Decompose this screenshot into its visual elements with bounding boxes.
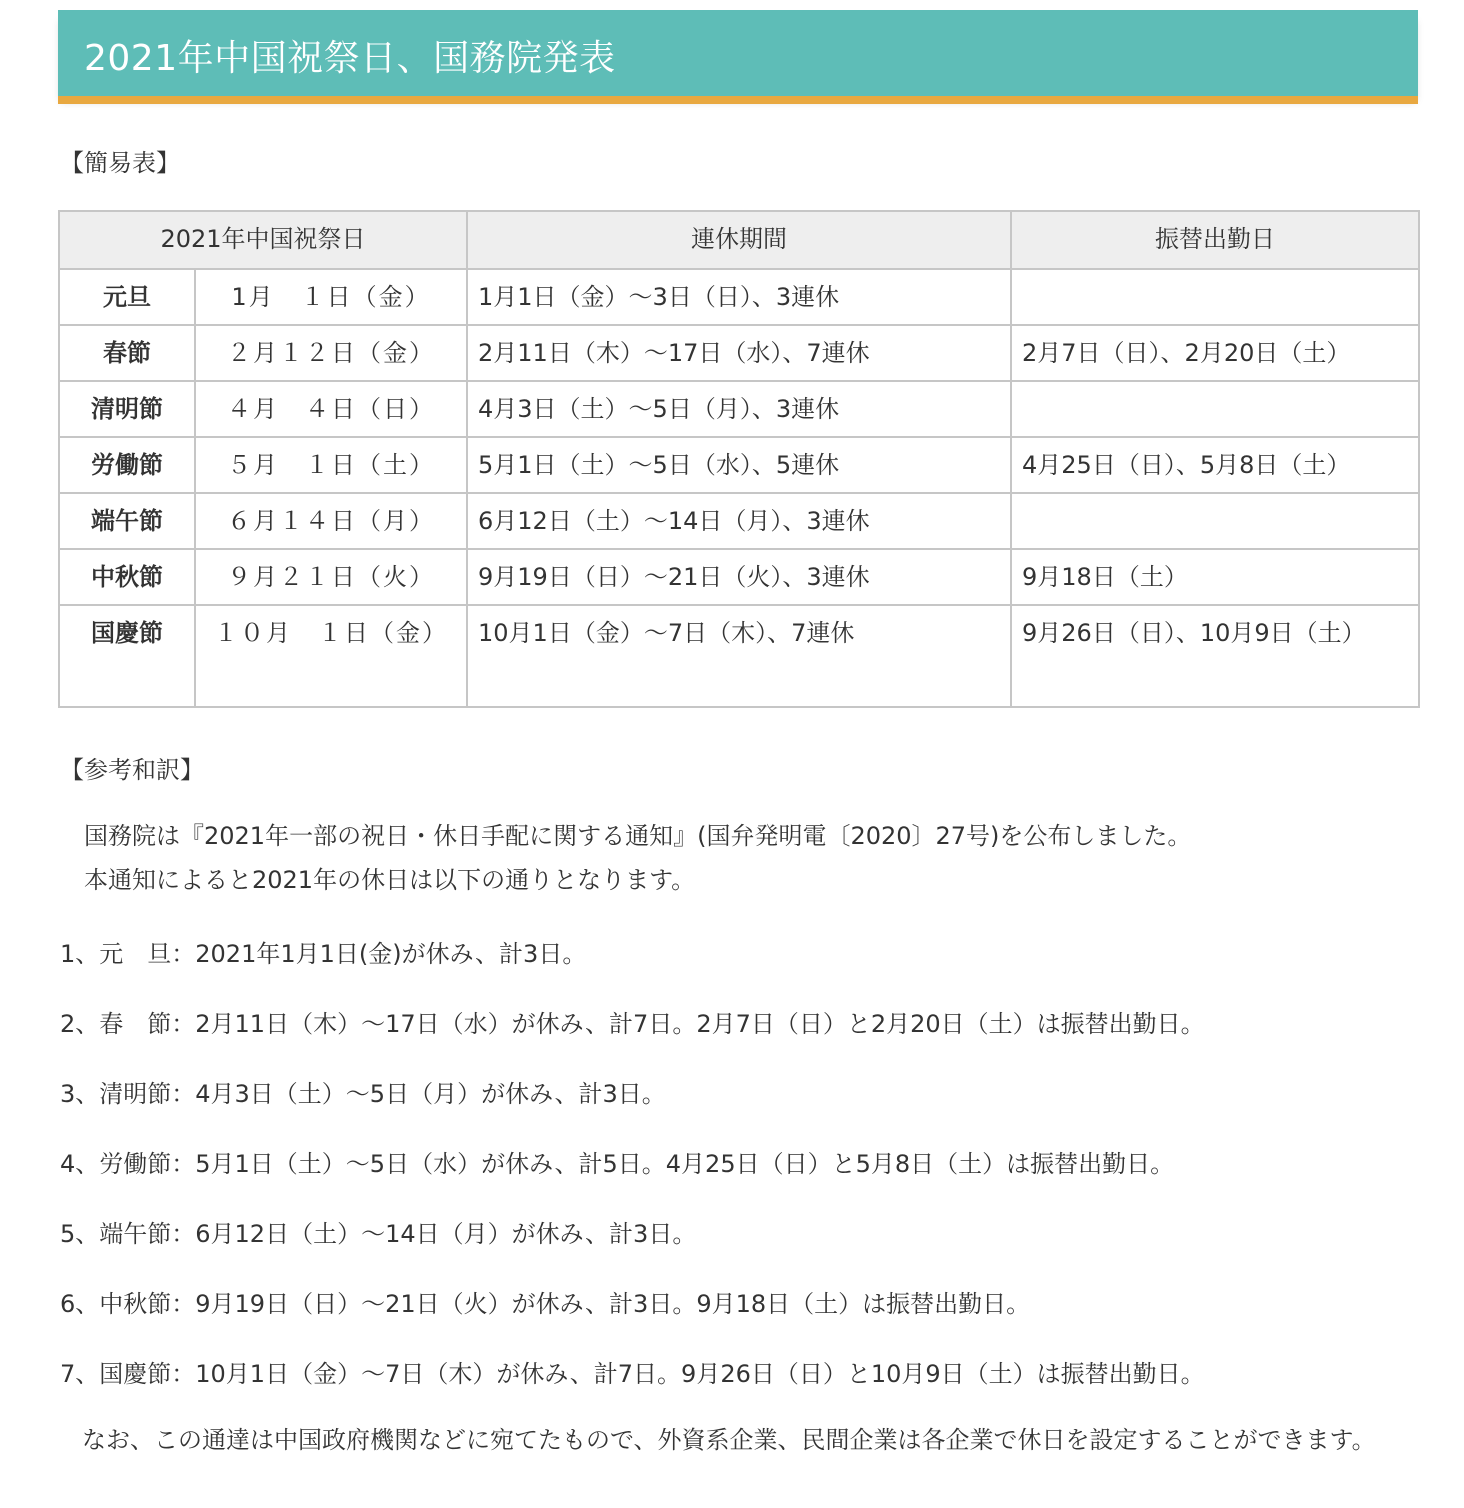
holiday-workdays: 4月25日（日）、5月8日（土）	[1011, 437, 1419, 493]
table-row	[59, 549, 1419, 605]
holiday-workdays	[1011, 269, 1419, 325]
page-title: 2021年中国祝祭日、国務院発表	[84, 38, 616, 79]
holiday-period: 9月19日（日）〜21日（火）、3連休	[467, 549, 1011, 605]
holiday-date: ４月 ４日（日）	[195, 381, 467, 437]
intro-line-2: 本通知によると2021年の休日は以下の通りとなります。	[84, 866, 696, 894]
holiday-table	[58, 210, 1420, 708]
holiday-name: 元旦	[59, 269, 195, 325]
column-header-period: 連休期間	[467, 211, 1011, 269]
holiday-date: ９月２１日（火）	[195, 549, 467, 605]
holiday-period: 2月11日（木）〜17日（水）、7連休	[467, 325, 1011, 381]
column-header-holiday: 2021年中国祝祭日	[59, 211, 467, 269]
table-row	[59, 605, 1419, 707]
table-row	[59, 493, 1419, 549]
holiday-workdays	[1011, 381, 1419, 437]
list-item: 4、労働節：5月1日（土）〜5日（水）が休み、計5日。4月25日（日）と5月8日（土）は振替出勤日。	[60, 1150, 1175, 1178]
table-section-label: 【簡易表】	[60, 149, 180, 177]
holiday-date: 1月 １日（金）	[195, 269, 467, 325]
holiday-name: 清明節	[59, 381, 195, 437]
holiday-name: 中秋節	[59, 549, 195, 605]
intro-line-1: 国務院は『2021年一部の祝日・休日手配に関する通知』(国弁発明電〔2020〕27号)を公布しました。	[84, 822, 1192, 850]
holiday-name: 労働節	[59, 437, 195, 493]
holiday-period: 10月1日（金）〜7日（木）、7連休	[467, 605, 1011, 707]
holiday-workdays: 9月18日（土）	[1011, 549, 1419, 605]
holiday-name: 国慶節	[59, 605, 195, 707]
holiday-workdays: 9月26日（日）、10月9日（土）	[1011, 605, 1419, 707]
list-item: 3、清明節：4月3日（土）〜5日（月）が休み、計3日。	[60, 1080, 666, 1108]
translation-section-label: 【参考和訳】	[60, 756, 204, 784]
page-header	[58, 10, 1418, 96]
holiday-period: 5月1日（土）〜5日（水）、5連休	[467, 437, 1011, 493]
holiday-name: 春節	[59, 325, 195, 381]
list-item: 1、元 旦：2021年1月1日(金)が休み、計3日。	[60, 940, 587, 968]
table-row	[59, 269, 1419, 325]
table-row	[59, 325, 1419, 381]
closing-note: なお、この通達は中国政府機関などに宛てたもので、外資系企業、民間企業は各企業で休日を設定することができます。	[82, 1426, 1376, 1454]
column-header-workdays: 振替出勤日	[1011, 211, 1419, 269]
holiday-period: 1月1日（金）〜3日（日）、3連休	[467, 269, 1011, 325]
holiday-period: 4月3日（土）〜5日（月）、3連休	[467, 381, 1011, 437]
holiday-workdays	[1011, 493, 1419, 549]
list-item: 7、国慶節：10月1日（金）〜7日（木）が休み、計7日。9月26日（日）と10月9日（土）は振替出勤日。	[60, 1360, 1205, 1388]
list-item: 5、端午節：6月12日（土）〜14日（月）が休み、計3日。	[60, 1220, 697, 1248]
table-header-row	[59, 211, 1419, 269]
holiday-date: ６月１４日（月）	[195, 493, 467, 549]
holiday-period: 6月12日（土）〜14日（月）、3連休	[467, 493, 1011, 549]
holiday-date: ５月 １日（土）	[195, 437, 467, 493]
holiday-date: ２月１２日（金）	[195, 325, 467, 381]
holiday-date: １０月 １日（金）	[195, 605, 467, 707]
table-row	[59, 381, 1419, 437]
holiday-name: 端午節	[59, 493, 195, 549]
list-item: 6、中秋節：9月19日（日）〜21日（火）が休み、計3日。9月18日（土）は振替出勤日。	[60, 1290, 1031, 1318]
holiday-workdays: 2月7日（日）、2月20日（土）	[1011, 325, 1419, 381]
list-item: 2、春 節：2月11日（木）〜17日（水）が休み、計7日。2月7日（日）と2月20日（土）は振替出勤日。	[60, 1010, 1205, 1038]
table-row	[59, 437, 1419, 493]
